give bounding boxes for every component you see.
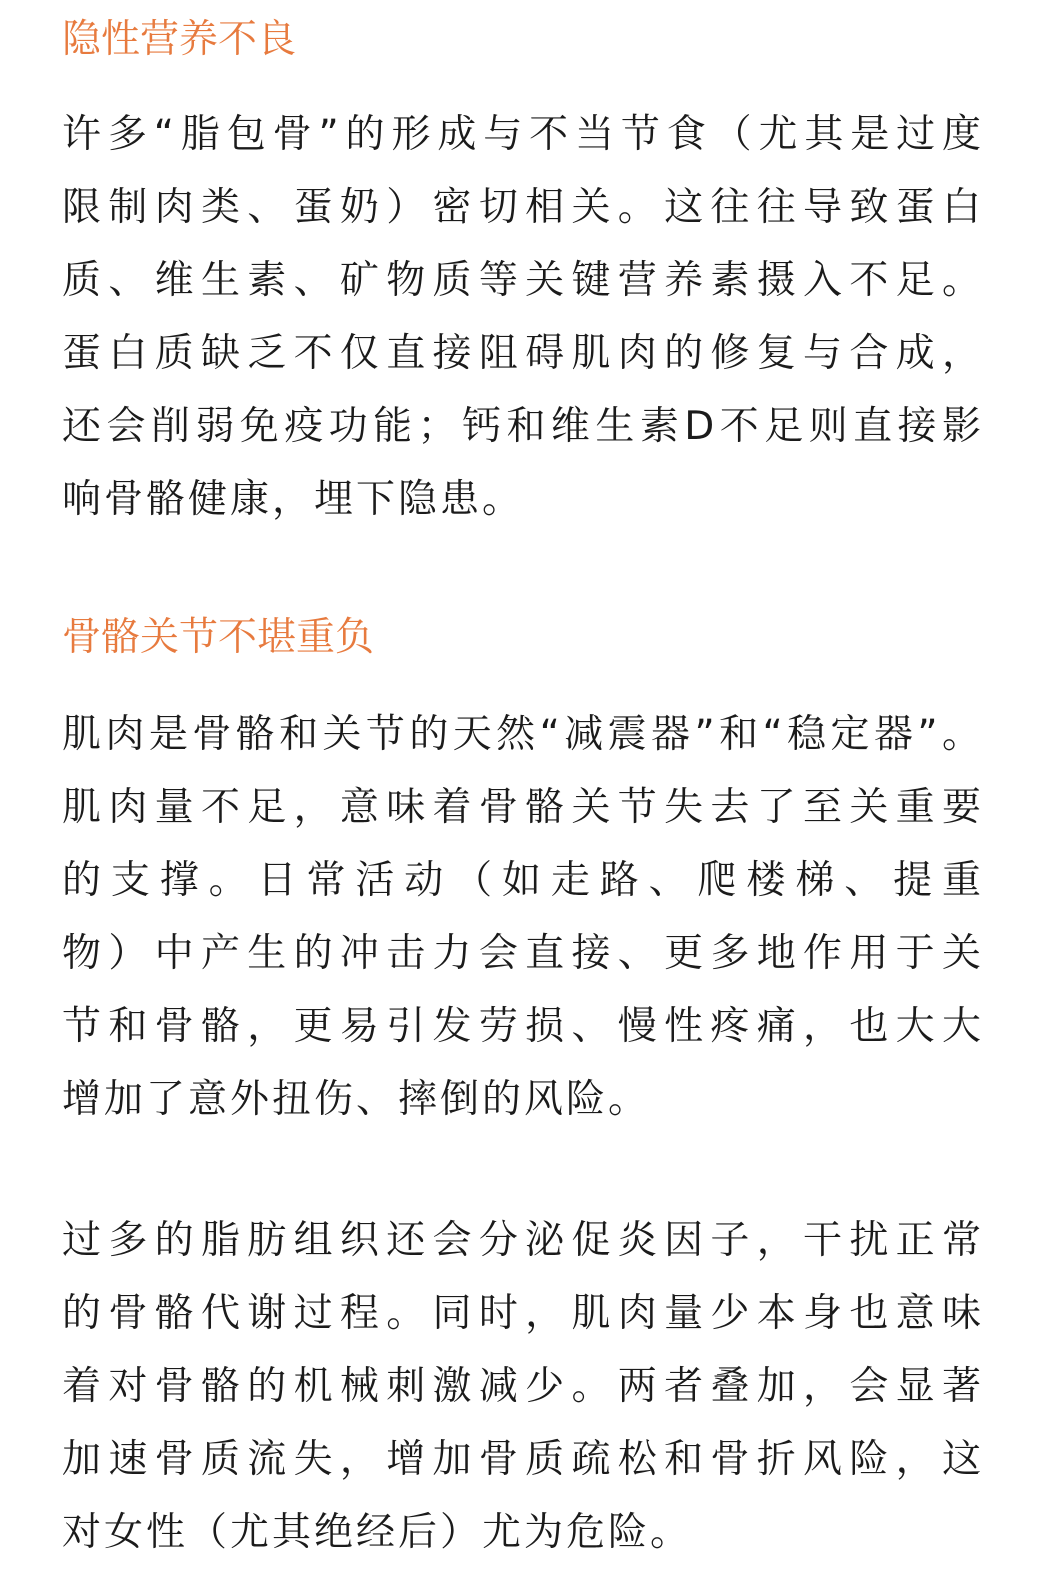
paragraph-line: 节和骨骼，更易引发劳损、慢性疼痛，也大大 [62,1004,984,1049]
paragraph-line: 着对骨骼的机械刺激减少。两者叠加，会显著 [62,1364,984,1409]
paragraph-line: 对女性（尤其绝经后）尤为危险。 [62,1510,693,1555]
paragraph-line: 肌肉量不足，意味着骨骼关节失去了至关重要 [62,785,984,830]
paragraph-hidden-malnutrition [62,98,984,536]
paragraph-bones-joints [62,698,984,1136]
paragraph-line: 增加了意外扭伤、摔倒的风险。 [62,1077,651,1122]
section-heading-hidden-malnutrition: 隐性营养不良 [62,17,297,62]
paragraph-line: 质、维生素、矿物质等关键营养素摄入不足。 [62,258,984,303]
paragraph-line: 蛋白质缺乏不仅直接阻碍肌肉的修复与合成， [62,331,984,376]
paragraph-line: 响骨骼健康，埋下隐患。 [62,477,525,522]
paragraph-line: 的支撑。日常活动（如走路、爬楼梯、提重 [62,858,984,903]
section-heading-bones-joints: 骨骼关节不堪重负 [62,615,375,660]
paragraph-line: 过多的脂肪组织还会分泌促炎因子，干扰正常 [62,1218,984,1263]
paragraph-line: 肌肉是骨骼和关节的天然“减震器”和“稳定器”。 [62,712,984,757]
paragraph-line: 的骨骼代谢过程。同时，肌肉量少本身也意味 [62,1291,984,1336]
paragraph-line: 还会削弱免疫功能；钙和维生素D不足则直接影 [62,404,984,449]
paragraph-line: 限制肉类、蛋奶）密切相关。这往往导致蛋白 [62,185,984,230]
paragraph-line: 许多“脂包骨”的形成与不当节食（尤其是过度 [62,112,984,157]
paragraph-line: 加速骨质流失，增加骨质疏松和骨折风险，这 [62,1437,984,1482]
paragraph-line: 物）中产生的冲击力会直接、更多地作用于关 [62,931,984,976]
paragraph-fat-inflammation [62,1204,984,1569]
